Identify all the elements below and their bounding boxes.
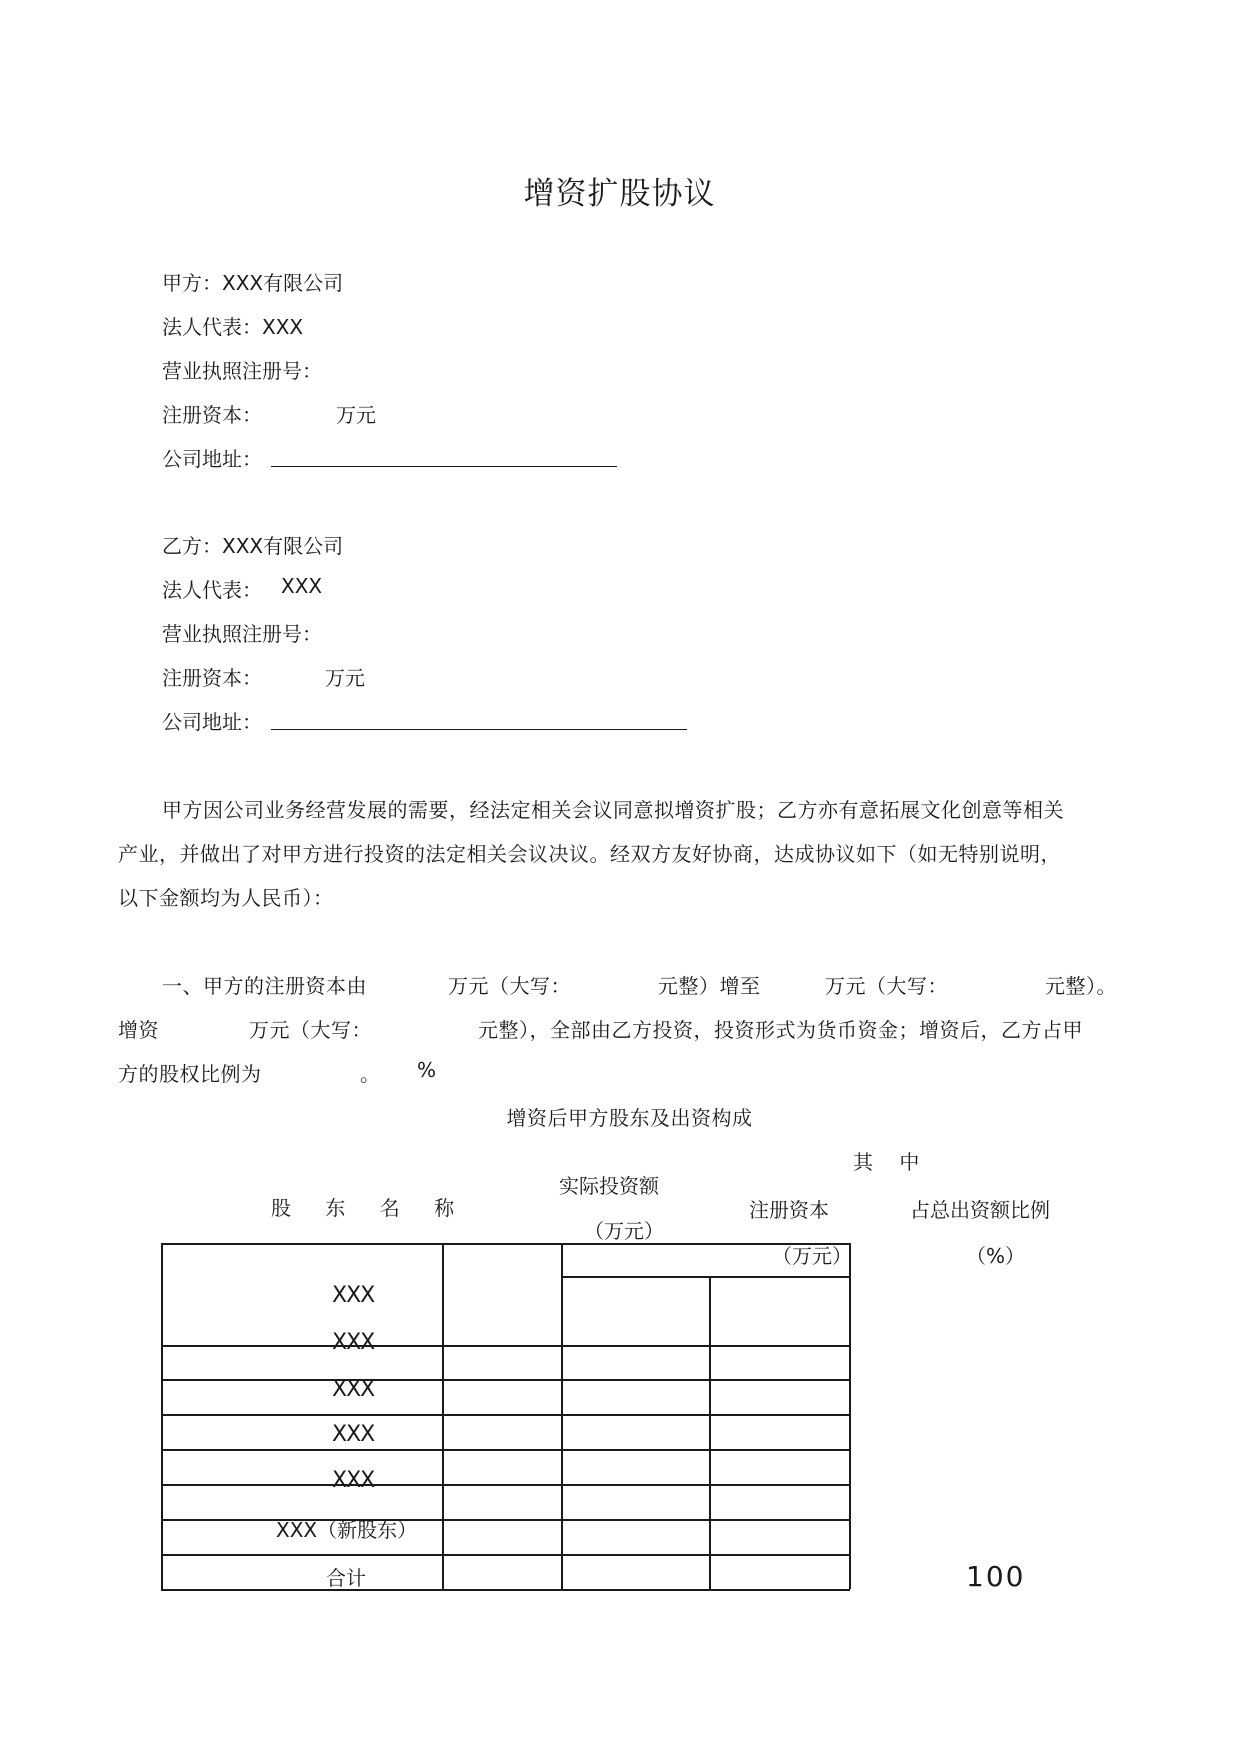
- total-ratio-value: 100: [966, 1560, 1026, 1593]
- table-col-divider: [709, 1276, 711, 1589]
- table-rule: [161, 1484, 850, 1486]
- header-of-which: 其 中: [853, 1150, 930, 1174]
- party-b-address-label: 公司地址：: [162, 710, 262, 734]
- header-actual-investment: 实际投资额: [559, 1174, 659, 1198]
- header-ratio-unit: （%）: [966, 1244, 1026, 1268]
- party-b-legal-rep-value: XXX: [281, 574, 323, 598]
- table-rule: [161, 1519, 850, 1521]
- table-col-divider: [561, 1243, 563, 1589]
- document-title: 增资扩股协议: [523, 176, 716, 212]
- party-a-legal-rep: 法人代表：XXX: [162, 315, 304, 339]
- clause1-part7: 万元（大写：: [249, 1018, 372, 1042]
- party-b-name: 乙方：XXX有限公司: [162, 534, 344, 558]
- party-b-legal-rep-label: 法人代表：: [162, 578, 262, 602]
- header-registered-capital: 注册资本: [749, 1198, 829, 1222]
- table-row-label: XXX: [332, 1377, 375, 1402]
- clause1-part9: 方的股权比例为: [118, 1062, 262, 1086]
- table-row-label: XXX: [332, 1330, 375, 1355]
- clause1-part8: 元整），全部由乙方投资，投资形式为货币资金；增资后，乙方占甲: [478, 1018, 1083, 1042]
- table-border-left: [161, 1243, 163, 1589]
- clause1-part5: 元整）。: [1045, 974, 1117, 998]
- table-rule: [161, 1554, 850, 1556]
- clause1-part3: 元整）增至: [658, 974, 761, 998]
- party-b-capital-label: 注册资本：: [162, 666, 262, 690]
- party-a-license: 营业执照注册号：: [162, 359, 322, 383]
- header-shareholder-name: 股 东 名 称: [271, 1196, 469, 1220]
- preamble-line-3: 以下金额均为人民币）：: [118, 886, 334, 910]
- party-a-name: 甲方：XXX有限公司: [162, 271, 344, 295]
- table-caption: 增资后甲方股东及出资构成: [506, 1106, 753, 1130]
- party-a-address-label: 公司地址：: [162, 447, 262, 471]
- preamble-line-2: 产业，并做出了对甲方进行投资的法定相关会议决议。经双方友好协商，达成协议如下（如无特别说明，: [118, 842, 1061, 866]
- table-rule: [161, 1379, 850, 1381]
- clause1-percent: %: [417, 1058, 437, 1082]
- table-row-label: XXX: [332, 1468, 375, 1493]
- table-rule: [161, 1449, 850, 1451]
- party-a-capital-unit: 万元: [336, 403, 376, 427]
- party-b-address-blank: [271, 729, 687, 730]
- party-b-capital-unit: 万元: [325, 666, 365, 690]
- header-actual-investment-unit: （万元）: [584, 1219, 664, 1243]
- clause1-part1: 一、甲方的注册资本由: [162, 974, 367, 998]
- header-ratio: 占总出资额比例: [910, 1198, 1050, 1222]
- party-b-license: 营业执照注册号：: [162, 622, 322, 646]
- header-registered-capital-unit: （万元）: [772, 1244, 852, 1268]
- clause1-part10: 。: [360, 1062, 381, 1086]
- table-rule: [161, 1414, 850, 1416]
- party-a-capital-label: 注册资本：: [162, 403, 262, 427]
- clause1-part4: 万元（大写：: [825, 974, 948, 998]
- preamble-line-1: 甲方因公司业务经营发展的需要，经法定相关会议同意拟增资扩股；乙方亦有意拓展文化创意等相关: [162, 798, 1064, 822]
- table-row-label-new-shareholder: XXX（新股东）: [276, 1518, 418, 1542]
- clause1-part6: 增资: [118, 1018, 159, 1042]
- table-total-label: 合计: [326, 1566, 366, 1590]
- table-border-right: [849, 1243, 851, 1589]
- table-rule: [161, 1345, 850, 1347]
- table-col-divider: [442, 1243, 444, 1589]
- party-a-address-blank: [271, 466, 617, 467]
- table-row-label: XXX: [332, 1422, 375, 1447]
- table-border-top: [161, 1243, 850, 1245]
- table-rule: [561, 1276, 850, 1278]
- table-border-bottom: [161, 1589, 850, 1591]
- table-row-label: XXX: [332, 1283, 375, 1308]
- clause1-part2: 万元（大写：: [448, 974, 571, 998]
